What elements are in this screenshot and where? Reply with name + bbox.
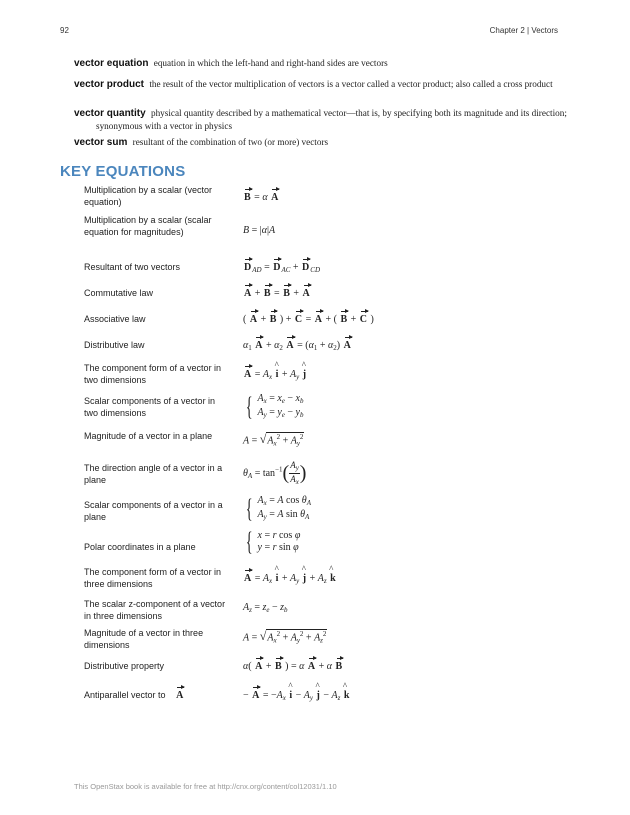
page-number: 92 <box>60 26 69 35</box>
equation-label: Multiplication by a scalar (scalar equation for magnitudes) <box>84 215 212 237</box>
glossary-definition: equation in which the left-hand and right-hand sides are vectors <box>153 58 388 68</box>
equation: A = √ $A_x^2 + A_y^2$ <box>243 432 304 448</box>
equation: { $A_x = x_e - x_b$ $A_y = y_e - y_b$ <box>245 392 304 421</box>
chapter-header: Chapter 2 | Vectors <box>489 26 558 35</box>
equation-label: The component form of a vector in two dimensions <box>84 363 222 385</box>
equation-label: Scalar components of a vector in two dimensions <box>84 396 216 418</box>
equation: A + B = B + A <box>244 288 310 299</box>
equation-label: Magnitude of a vector in a plane <box>84 431 213 441</box>
equation: $A = A_x$ ^ $i + A_y$ ^ j <box>243 369 307 381</box>
equation: B = α A <box>244 192 279 203</box>
glossary-term: vector equation <box>74 58 149 69</box>
equation: − $A = -A_x$ ^ $i - A_y$ ^ $j - A_z$ ^ k <box>243 690 350 702</box>
equation: { x = r cos φ y = r sin φ <box>245 527 301 556</box>
equation: $\alpha_1$ $A + \alpha_2$ $A = (\alpha_1 + \alpha_2)$ A <box>243 340 351 352</box>
glossary-entry <box>74 57 576 70</box>
equation: ( A + B ) + C = A + ( B + C ) <box>243 314 374 325</box>
glossary-term: vector sum <box>74 137 128 148</box>
equation-label: Commutative law <box>84 288 154 298</box>
glossary-definition: resultant of the combination of two (or more) vectors <box>132 137 329 147</box>
equation-label: Antiparallel vector to A <box>84 690 184 701</box>
glossary-definition: the result of the vector multiplication of vectors is a vector called a vector product; also called a cross product <box>149 79 553 89</box>
equation: α( A + B ) = α A + α B <box>243 661 343 672</box>
glossary-entry <box>74 136 576 149</box>
vector-symbol: A <box>176 690 184 701</box>
equation: $A_z = z_e - z_b$ <box>243 602 288 614</box>
equation-label: The component form of a vector in three dimensions <box>84 567 222 589</box>
glossary-definition: physical quantity described by a mathematical vector—that is, by specifying both its magnitude and its direction; synonymous with a vector in physics <box>96 108 567 131</box>
equation: A = √ $A_x^2 + A_y^2 + A_z^2$ <box>243 629 327 645</box>
glossary-entry <box>74 78 576 91</box>
glossary-term: vector quantity <box>74 108 146 119</box>
key-equations-heading: KEY EQUATIONS <box>60 163 186 180</box>
footer: This OpenStax book is available for free at http://cnx.org/content/col12031/1.10 <box>74 782 337 791</box>
glossary-entry <box>74 107 576 132</box>
equation: B = |α|A <box>243 225 276 236</box>
equation-label: Resultant of two vectors <box>84 262 181 272</box>
equation: $\theta_A = \tan^{-1}$( $\frac{A_y}{A_x}$ ) <box>243 460 307 486</box>
equation-label: Magnitude of a vector in three dimensions <box>84 628 204 650</box>
equation-label: The direction angle of a vector in a plane <box>84 463 223 485</box>
equation-label: Distributive property <box>84 661 165 671</box>
equation-label: Multiplication by a scalar (vector equation) <box>84 185 213 207</box>
equation-label: Associative law <box>84 314 146 324</box>
equation-label: The scalar z-component of a vector in three dimensions <box>84 599 226 621</box>
equation: $A = A_x$ ^ $i + A_y$ ^ $j + A_z$ ^ k <box>243 573 337 585</box>
glossary-term: vector product <box>74 79 145 90</box>
equation: $D_{AD} = D_{AC} + D_{CD}$ <box>244 262 321 274</box>
equation-label: Polar coordinates in a plane <box>84 542 196 552</box>
equation: { $A_x = A$ $\cos \theta_A$ $A_y = A$ $\sin \theta_A$ <box>245 494 311 523</box>
equation-label: Scalar components of a vector in a plane <box>84 500 223 522</box>
equation-label: Distributive law <box>84 340 145 350</box>
